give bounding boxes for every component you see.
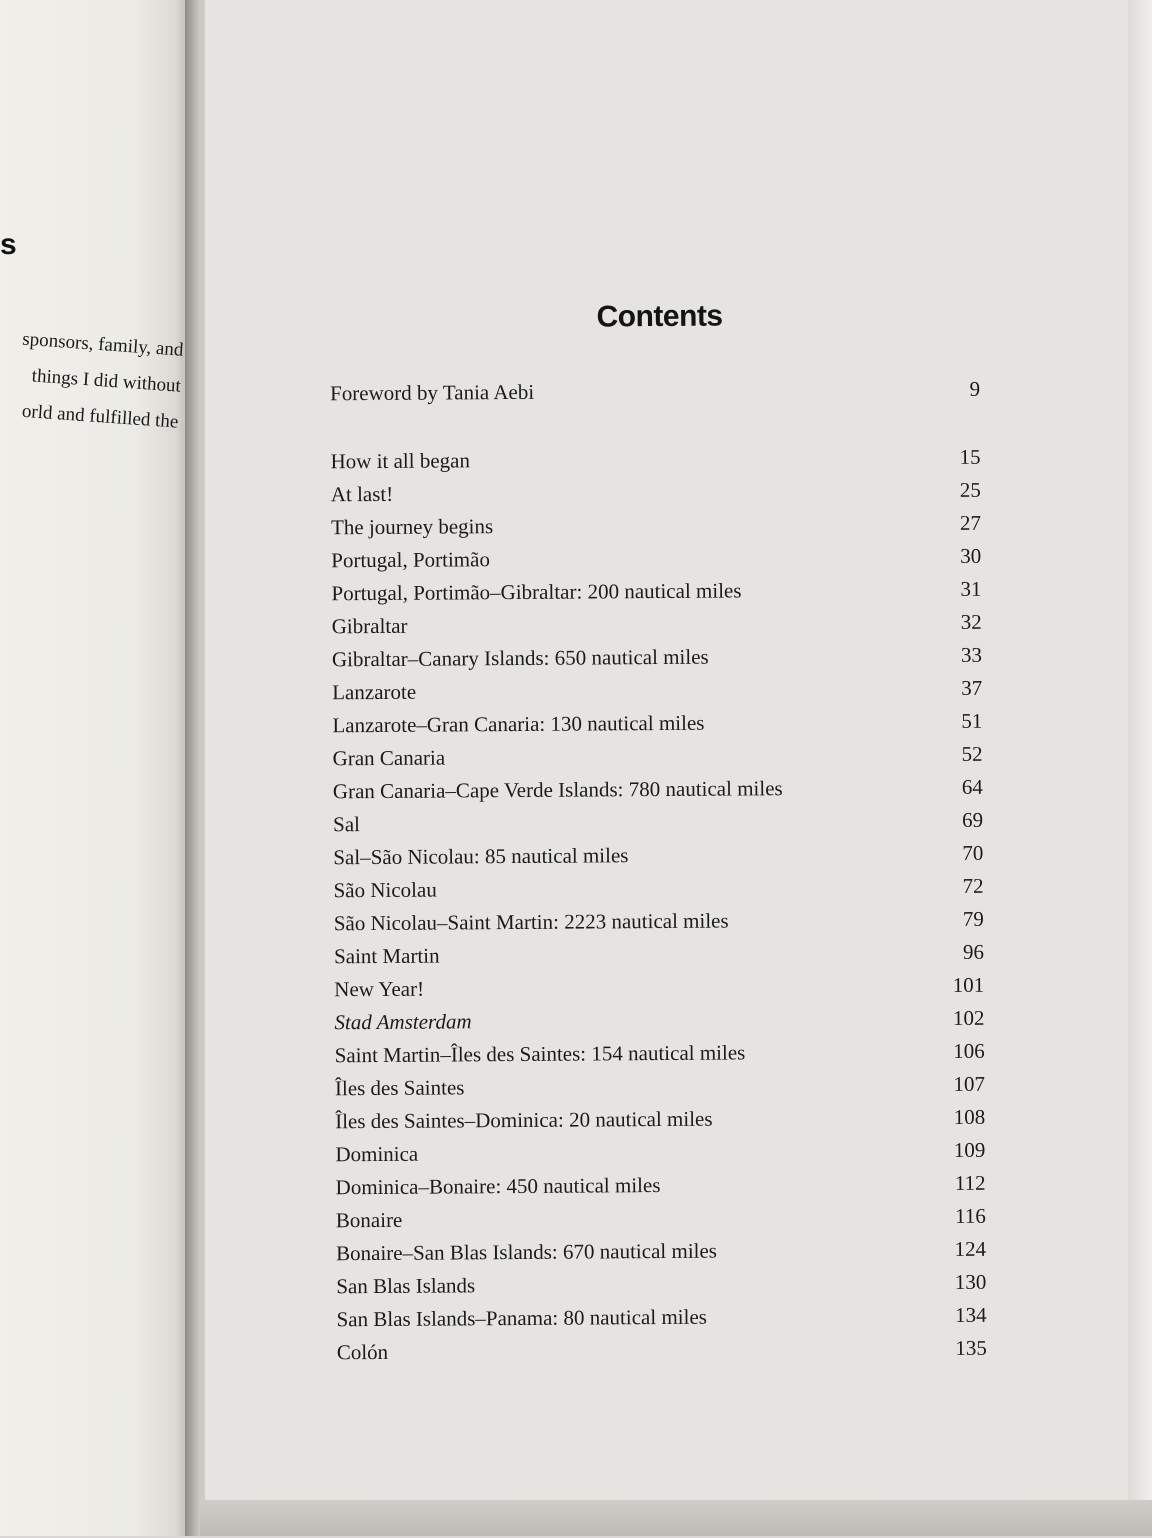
toc-entry-page-number: 25: [959, 477, 981, 502]
toc-entry-page-number: 69: [961, 807, 984, 832]
toc-entry-title: Gran Canaria: [332, 745, 446, 771]
toc-entry: [335, 1102, 995, 1137]
toc-entry: [336, 1267, 996, 1302]
toc-entry-page-number: 33: [960, 642, 983, 667]
toc-entry-title: São Nicolau–Saint Martin: 2223 nautical miles: [333, 908, 729, 936]
toc-entry-page-number: 31: [960, 576, 982, 601]
toc-entry: [331, 541, 991, 576]
toc-entry: [337, 1333, 997, 1368]
toc-entry-title: Îles des Saintes: [334, 1075, 465, 1101]
toc-entry-title: Saint Martin–Îles des Saintes: 154 nautical miles: [334, 1040, 746, 1068]
left-facing-page: [0, 0, 190, 1536]
toc-entry-title: Portugal, Portimão: [331, 547, 491, 573]
toc-entry-page-number: 27: [959, 510, 982, 535]
toc-entry: [331, 475, 991, 510]
toc-entry: [332, 673, 992, 708]
toc-entry: [332, 607, 992, 642]
toc-entry-title: Dominica: [335, 1141, 419, 1167]
toc-entry-page-number: 32: [960, 609, 982, 634]
toc-entry-page-number: 51: [961, 708, 983, 733]
toc-entry: [336, 1168, 996, 1203]
toc-entry-title: The journey begins: [330, 514, 494, 540]
toc-entry-page-number: 134: [954, 1302, 987, 1327]
toc-entry-title: Lanzarote: [332, 679, 417, 705]
toc-entry: [333, 772, 993, 807]
toc-entry: [336, 1300, 996, 1335]
toc-entry-title: Portugal, Portimão–Gibraltar: 200 nautical miles: [331, 578, 742, 606]
toc-entry: [330, 374, 990, 409]
table-of-contents: [327, 0, 998, 1538]
toc-entry-page-number: 96: [962, 939, 985, 964]
toc-entry-title: Colón: [336, 1339, 389, 1365]
toc-entry-page-number: 37: [961, 675, 983, 700]
toc-entry-title: Lanzarote–Gran Canaria: 130 nautical miles: [332, 710, 705, 738]
toc-entry-page-number: 30: [960, 543, 982, 568]
toc-entry-title: At last!: [330, 481, 394, 507]
toc-entry: [334, 904, 994, 939]
toc-entry-title: San Blas Islands: [336, 1273, 476, 1299]
toc-entry-page-number: 70: [962, 840, 984, 865]
toc-entry: [331, 508, 991, 543]
toc-entry-page-number: 109: [953, 1137, 986, 1162]
toc-entry-page-number: 130: [954, 1269, 987, 1294]
toc-entry-title: São Nicolau: [333, 877, 437, 903]
toc-entry: [335, 1069, 995, 1104]
toc-entry-title: Bonaire–San Blas Islands: 670 nautical miles: [336, 1238, 718, 1266]
toc-entry: [333, 805, 993, 840]
left-page-text: [0, 320, 185, 441]
toc-entry: [336, 1201, 996, 1236]
left-page-line: things I did without: [31, 365, 182, 397]
left-page-line: sponsors, family, and: [21, 328, 185, 361]
toc-entry-title: Îles des Saintes–Dominica: 20 nautical miles: [335, 1106, 713, 1134]
toc-entry-title: Saint Martin: [333, 943, 440, 969]
left-page-line: orld and fulfilled the: [21, 400, 180, 433]
toc-entry-title: Stad Amsterdam: [334, 1009, 472, 1035]
toc-entry-title: Sal–São Nicolau: 85 nautical miles: [333, 843, 629, 870]
toc-entry-page-number: 135: [955, 1335, 987, 1360]
toc-entry-page-number: 52: [961, 741, 983, 766]
toc-entry: [336, 1234, 996, 1269]
toc-entry-title: Bonaire: [335, 1207, 403, 1233]
toc-entry: [334, 1003, 994, 1038]
toc-entry-title: Dominica–Bonaire: 450 nautical miles: [335, 1173, 661, 1200]
toc-entry: [334, 970, 994, 1005]
toc-entry: [333, 871, 993, 906]
toc-entry-page-number: 79: [962, 906, 984, 931]
toc-entry-page-number: 15: [959, 444, 981, 469]
toc-entry: [332, 706, 992, 741]
toc-entry-title: Gibraltar–Canary Islands: 650 nautical miles: [331, 644, 709, 672]
toc-entry: [335, 1135, 995, 1170]
toc-entry-page-number: 116: [955, 1203, 986, 1228]
toc-entry-page-number: 106: [953, 1038, 985, 1063]
toc-entry-page-number: 124: [954, 1236, 987, 1261]
toc-entry-title: New Year!: [334, 976, 425, 1002]
toc-entry-title: Gran Canaria–Cape Verde Islands: 780 nautical miles: [332, 776, 783, 804]
toc-entry-page-number: 107: [953, 1071, 986, 1096]
page-edge: [1128, 0, 1152, 1500]
toc-entry-page-number: 72: [962, 873, 984, 898]
toc-entry-title: How it all began: [330, 448, 471, 474]
toc-entry-title: Sal: [333, 812, 361, 837]
toc-entry-page-number: 102: [952, 1005, 985, 1030]
toc-entry: [333, 838, 993, 873]
left-page-heading-fragment: s: [0, 228, 17, 261]
toc-entry: [335, 1036, 995, 1071]
toc-entry-page-number: 9: [969, 376, 981, 401]
toc-entry-page-number: 112: [954, 1170, 986, 1195]
contents-title: Contents: [596, 299, 723, 334]
toc-entry: [333, 739, 993, 774]
toc-entry: [334, 937, 994, 972]
toc-entry: [332, 640, 992, 675]
toc-entry-page-number: 101: [952, 972, 985, 997]
toc-entry-page-number: 64: [961, 774, 983, 799]
toc-entry: [331, 574, 991, 609]
toc-entry-title: San Blas Islands–Panama: 80 nautical miles: [336, 1304, 707, 1332]
toc-entry-title: Gibraltar: [331, 613, 408, 639]
toc-entry-page-number: 108: [953, 1104, 986, 1129]
toc-entry: [330, 442, 990, 477]
toc-entry-title: Foreword by Tania Aebi: [330, 379, 535, 406]
